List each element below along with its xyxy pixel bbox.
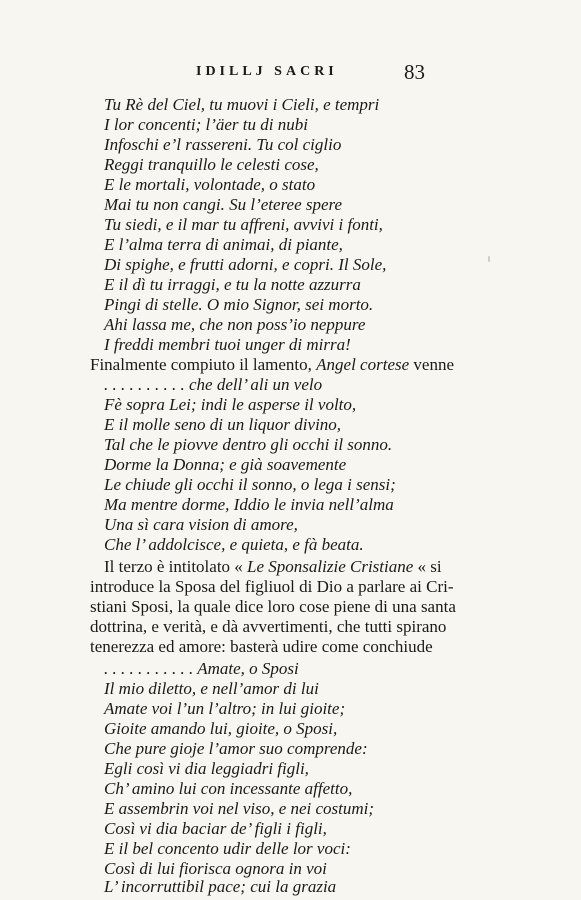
prose-line: introduce la Sposa del figliuol di Dio a parlare ai Cri- (90, 577, 454, 596)
verse-line: E il molle seno di un liquor divino, (104, 415, 342, 434)
verse-line: Mai tu non cangi. Su l’eteree spere (104, 195, 343, 214)
verse-line: E il bel concento udir delle lor voci: (104, 839, 351, 858)
verse-line: . . . . . . . . . . che dell’ ali un velo (104, 375, 323, 394)
prose-italic-text: Le Sponsalizie Cristiane (247, 557, 414, 576)
verse-line: Così di lui fiorisca ognora in voi (104, 859, 327, 878)
verse-line: Di spighe, e frutti adorni, e copri. Il Sole, (104, 255, 387, 274)
verse-line: Le chiude gli occhi il sonno, o lega i sensi; (104, 475, 396, 494)
verse-line: Gioite amando lui, gioite, o Sposi, (104, 719, 338, 738)
verse-line: Fè sopra Lei; indi le asperse il volto, (104, 395, 357, 414)
verse-line: Ch’ amino lui con incessante affetto, (104, 779, 353, 798)
verse-line: E il dì tu irraggi, e tu la notte azzurra (104, 275, 361, 294)
prose-roman-text: venne (409, 355, 454, 374)
verse-line: Così vi dia baciar de’ figli i figli, (104, 819, 327, 838)
verse-line: Che l’ addolcisce, e quieta, e fà beata. (104, 535, 364, 554)
verse-line: E assembrin voi nel viso, e nei costumi; (104, 799, 375, 818)
verse-line: Egli così vi dia leggiadri figli, (104, 759, 309, 778)
prose-italic-text: Angel cortese (316, 355, 410, 374)
paper-speck (488, 256, 490, 262)
page-number: 83 (404, 60, 425, 84)
prose-roman-text: Il terzo è intitolato « (104, 557, 248, 576)
verse-line: Reggi tranquillo le celesti cose, (104, 155, 319, 174)
verse-line: . . . . . . . . . . . Amate, o Sposi (104, 659, 299, 678)
verse-line: Tu siedi, e il mar tu affreni, avvivi i fonti, (104, 215, 383, 234)
verse-line: Il mio diletto, e nell’amor di lui (104, 679, 319, 698)
prose-line-terzo (104, 557, 442, 577)
verse-line: Dorme la Donna; e già soavemente (104, 455, 347, 474)
prose-line: tenerezza ed amore: basterà udire come conchiude (90, 637, 433, 656)
verse-line: Tu Rè del Ciel, tu muovi i Cieli, e tempri (104, 95, 380, 114)
verse-line: Che pure gioje l’amor suo comprende: (104, 739, 368, 758)
verse-line: I freddi membri tuoi unger di mirra! (104, 335, 351, 354)
verse-line: Amate voi l’un l’altro; in lui gioite; (104, 699, 346, 718)
verse-line: E l’alma terra di animai, di piante, (104, 235, 343, 254)
verse-line: L’ incorruttibil pace; cui la grazia (104, 877, 337, 896)
prose-line: dottrina, e verità, e dà avvertimenti, che tutti spirano (90, 617, 447, 636)
verse-line: Pingi di stelle. O mio Signor, sei morto. (104, 295, 374, 314)
running-head (0, 60, 581, 90)
prose-roman-text: « si (413, 557, 442, 576)
prose-roman-text: Finalmente compiuto il lamento, (90, 355, 317, 374)
prose-line: stiani Sposi, la quale dice loro cose piene di una santa (90, 597, 456, 616)
verse-line: Ahi lassa me, che non poss’io neppure (104, 315, 366, 334)
verse-line: Tal che le piovve dentro gli occhi il sonno. (104, 435, 393, 454)
verse-line: E le mortali, volontade, o stato (104, 175, 316, 194)
verse-line: Infoschi e’l rassereni. Tu col ciglio (104, 135, 342, 154)
prose-line-finalmente (90, 355, 454, 375)
running-title: IDILLJ SACRI (196, 64, 338, 79)
verse-line: Ma mentre dorme, Iddio le invia nell’alma (104, 495, 394, 514)
verse-line: I lor concenti; l’äer tu di nubi (104, 115, 308, 134)
verse-line: Una sì cara vision di amore, (104, 515, 298, 534)
